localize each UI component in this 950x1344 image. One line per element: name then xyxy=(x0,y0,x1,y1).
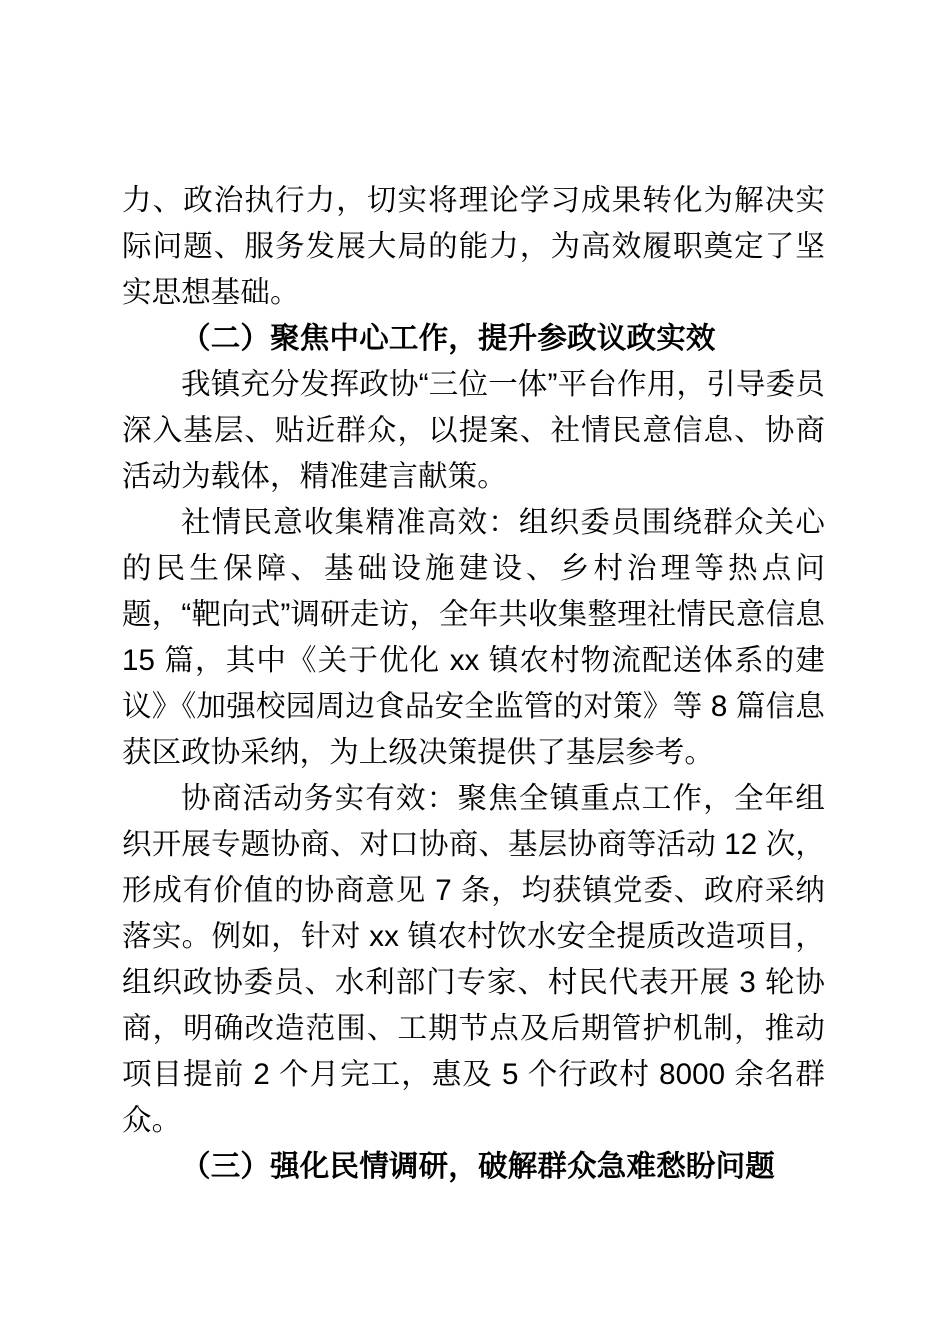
section-heading-two: （二）聚焦中心工作，提升参政议政实效 xyxy=(181,322,716,355)
paragraph-platform-role: 我镇充分发挥政协“三位一体”平台作用，引导委员深入基层、贴近群众，以提案、社情民意信息、协商活动为载体，精准建言献策。 xyxy=(122,368,825,493)
document-body xyxy=(122,178,825,1190)
section-heading-three: （三）强化民情调研，破解群众急难愁盼问题 xyxy=(181,1150,776,1183)
paragraph-public-opinion-collection: 社情民意收集精准高效：组织委员围绕群众关心的民生保障、基础设施建设、乡村治理等热点问题，“靶向式”调研走访，全年共收集整理社情民意信息 15 篇，其中《关于优化 xx 镇农村物流配送体系的建议》《加强校园周边食品安全监管的对策》等 8 篇信息获区政协采纳，为上级决策提供了基层参考。 xyxy=(122,506,825,769)
paragraph-continued: 力、政治执行力，切实将理论学习成果转化为解决实际问题、服务发展大局的能力，为高效履职奠定了坚实思想基础。 xyxy=(122,184,825,309)
paragraph-consultation-activities: 协商活动务实有效：聚焦全镇重点工作，全年组织开展专题协商、对口协商、基层协商等活动 12 次，形成有价值的协商意见 7 条，均获镇党委、政府采纳落实。例如，针对 xx 镇农村饮水安全提质改造项目，组织政协委员、水利部门专家、村民代表开展 3 轮协商，明确改造范围、工期节点及后期管护机制，推动项目提前 2 个月完工，惠及 5 个行政村 8000 余名群众。 xyxy=(122,782,825,1137)
